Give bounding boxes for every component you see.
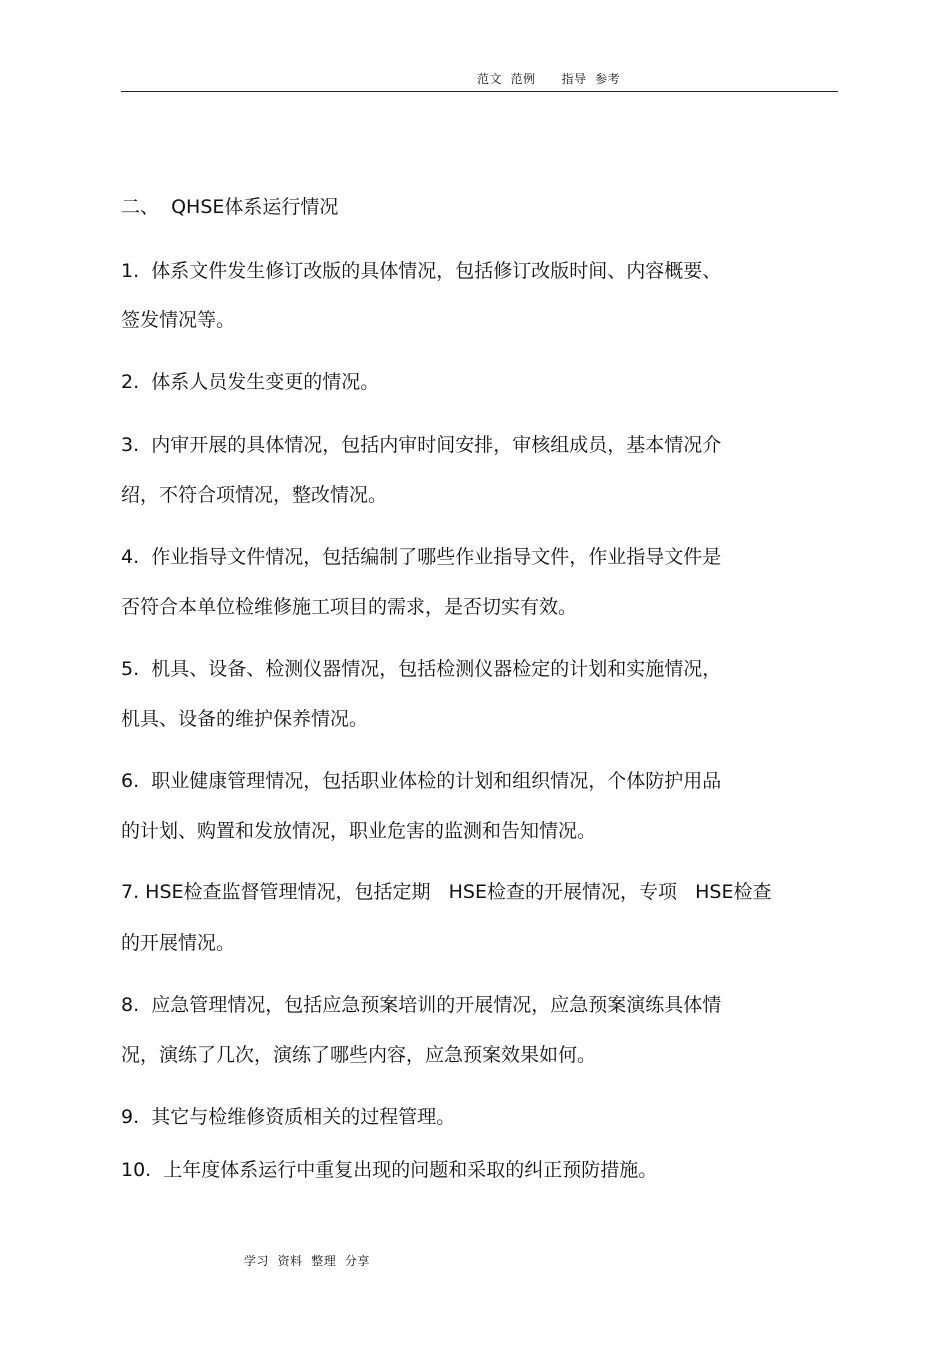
- list-item-3-line-2: 绍，不符合项情况，整改情况。: [121, 484, 388, 506]
- list-item-7-line-2: 的开展情况。: [121, 932, 236, 954]
- list-item-7-line-1: 7. HSE检查监督管理情况，包括定期 HSE检查的开展情况，专项 HSE检查: [121, 881, 772, 903]
- list-item-10-line-1: 10. 上年度体系运行中重复出现的问题和采取的纠正预防措施。: [121, 1159, 658, 1181]
- list-item-4-line-2: 否符合本单位检维修施工项目的需求，是否切实有效。: [121, 596, 578, 618]
- page-footer: 学习 资料 整理 分享: [244, 1254, 370, 1268]
- list-item-1-line-2: 签发情况等。: [121, 309, 236, 331]
- list-item-6-line-2: 的计划、购置和发放情况，职业危害的监测和告知情况。: [121, 820, 597, 842]
- list-item-8-line-1: 8. 应急管理情况，包括应急预案培训的开展情况，应急预案演练具体情: [121, 994, 722, 1016]
- list-item-4-line-1: 4. 作业指导文件情况，包括编制了哪些作业指导文件，作业指导文件是: [121, 546, 722, 568]
- list-item-9-line-1: 9. 其它与检维修资质相关的过程管理。: [121, 1106, 456, 1128]
- list-item-2-line-1: 2. 体系人员发生变更的情况。: [121, 371, 380, 393]
- list-item-8-line-2: 况，演练了几次，演练了哪些内容，应急预案效果如何。: [121, 1044, 597, 1066]
- list-item-6-line-1: 6. 职业健康管理情况，包括职业体检的计划和组织情况，个体防护用品: [121, 770, 722, 792]
- list-item-3-line-1: 3. 内审开展的具体情况，包括内审时间安排，审核组成员，基本情况介: [121, 434, 722, 456]
- page-header: 范文 范例 指导 参考: [477, 72, 621, 86]
- list-item-5-line-1: 5. 机具、设备、检测仪器情况，包括检测仪器检定的计划和实施情况，: [121, 658, 722, 680]
- section-title: 二、 QHSE体系运行情况: [121, 196, 339, 218]
- list-item-1-line-1: 1. 体系文件发生修订改版的具体情况，包括修订改版时间、内容概要、: [121, 260, 722, 282]
- header-rule: [121, 91, 838, 92]
- list-item-5-line-2: 机具、设备的维护保养情况。: [121, 708, 369, 730]
